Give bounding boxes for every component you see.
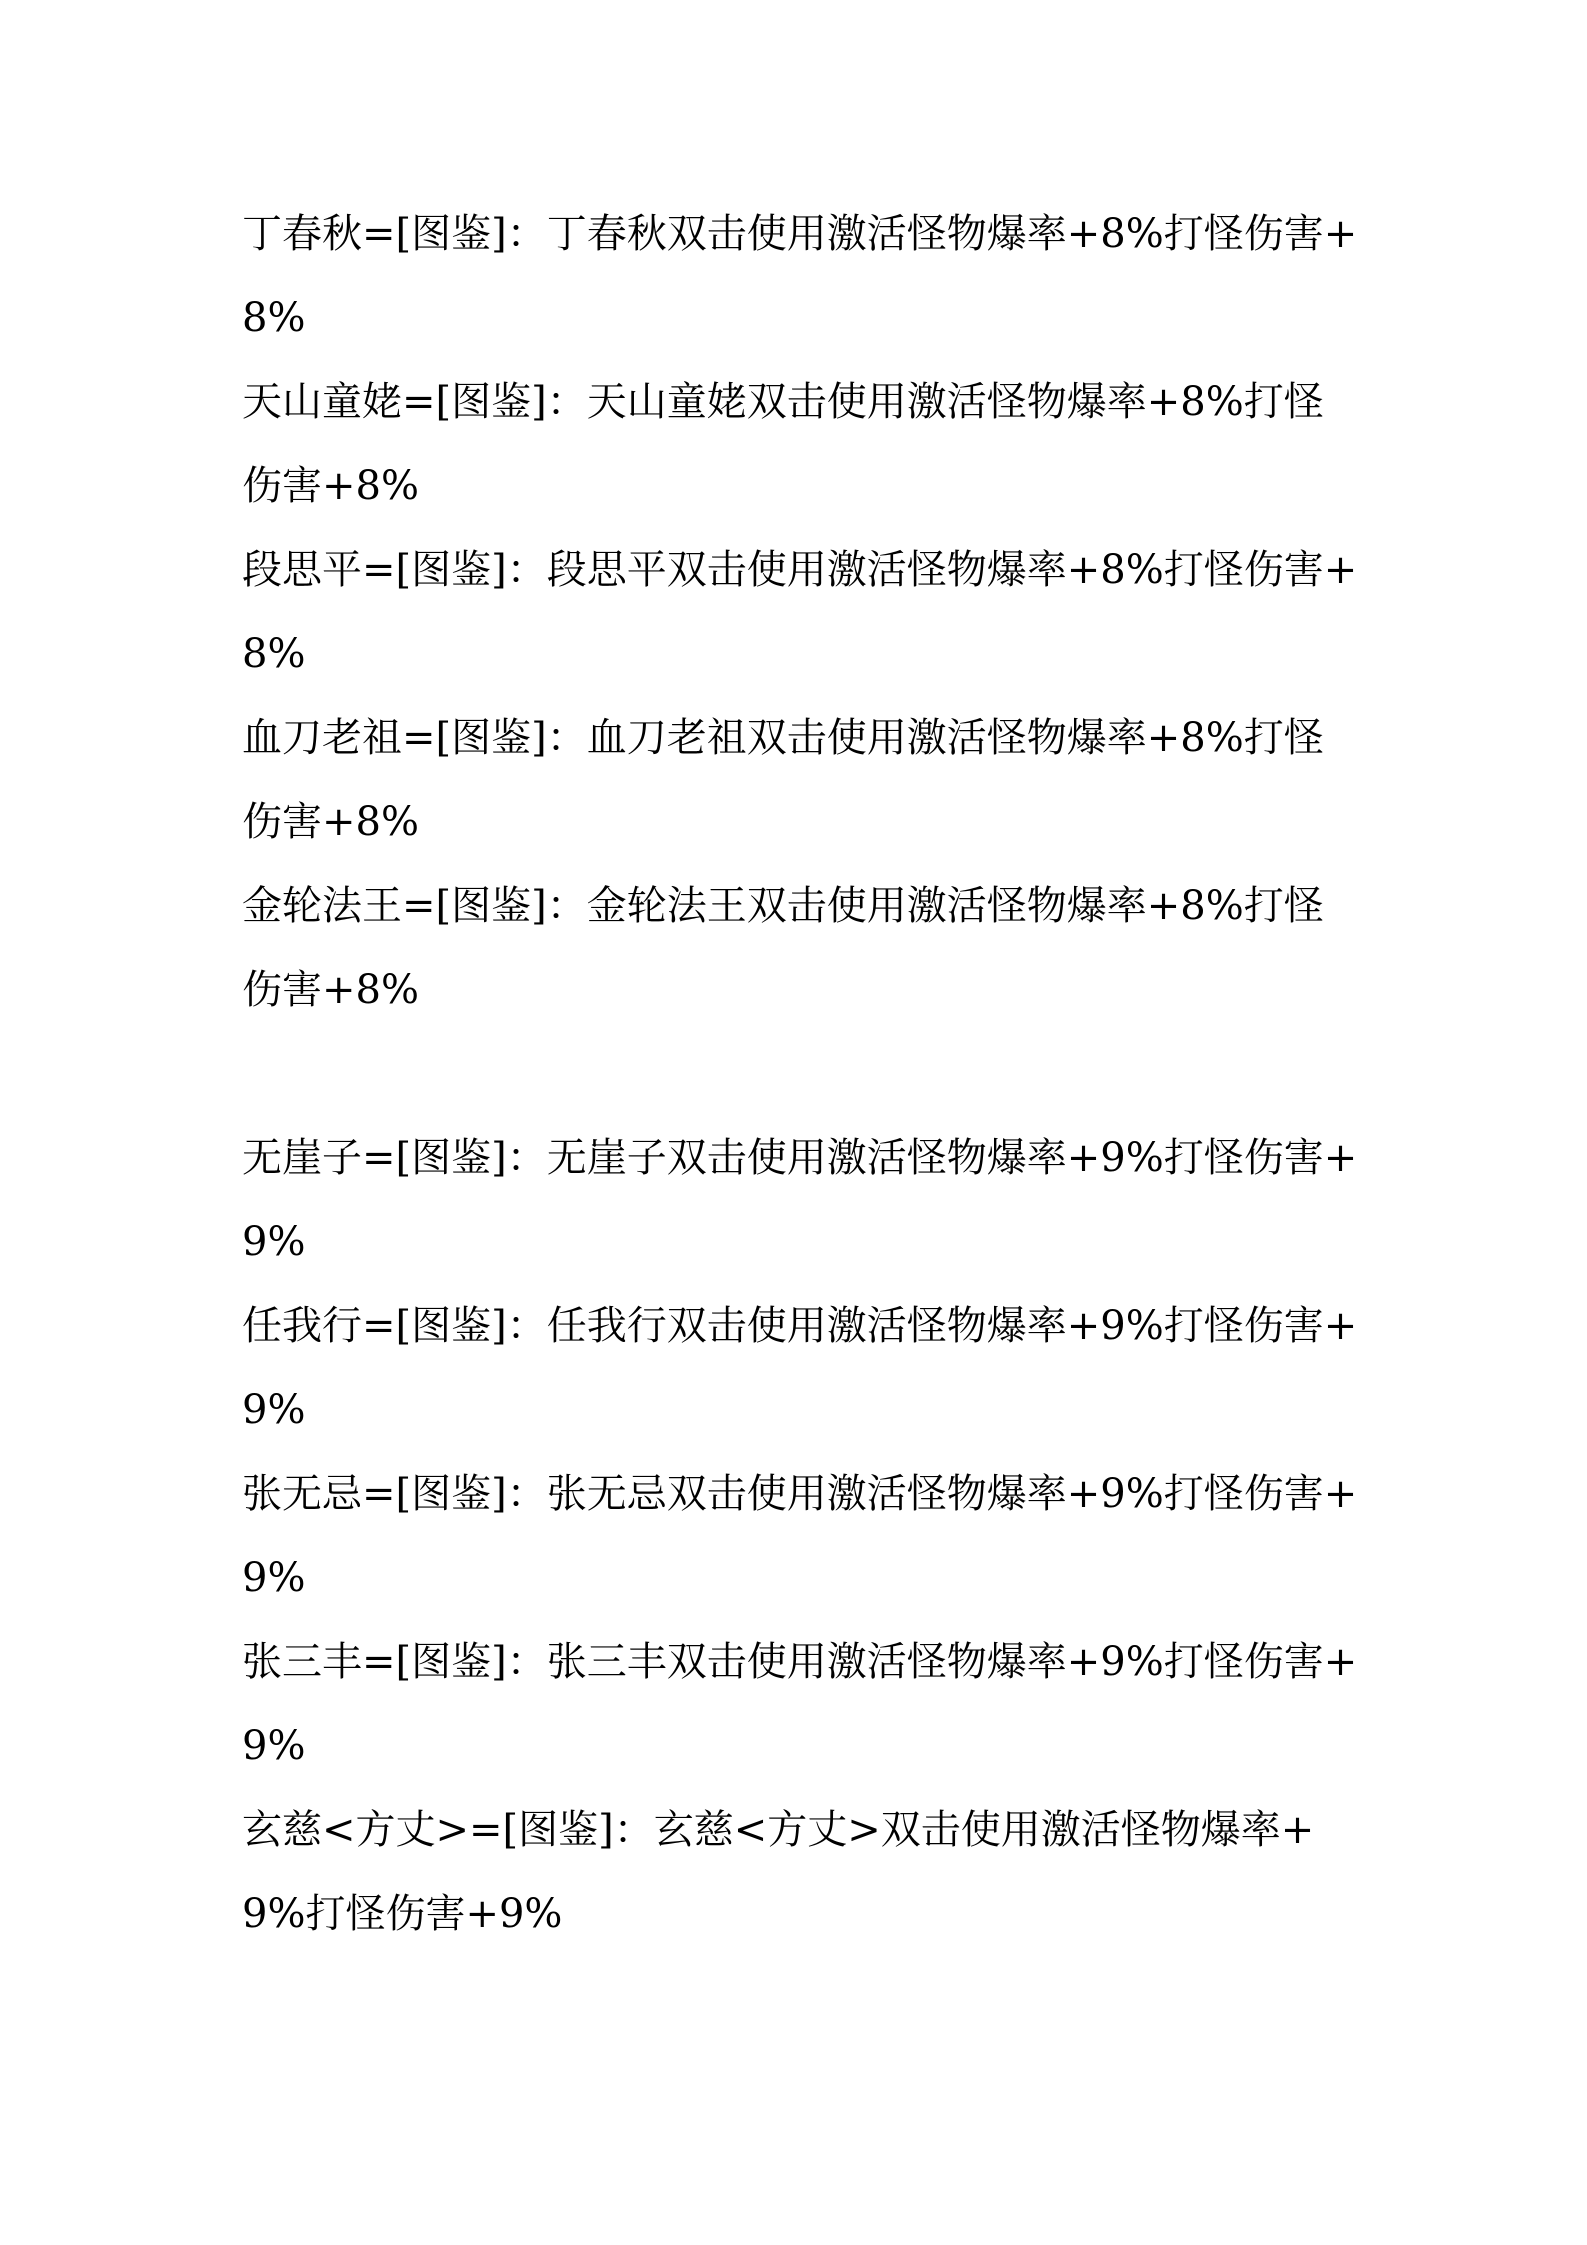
entry-duan-siping: 段思平=[图鉴]：段思平双击使用激活怪物爆率+8%打怪伤害+8% [242,547,1358,677]
entry-ren-woxing: 任我行=[图鉴]：任我行双击使用激活怪物爆率+9%打怪伤害+9% [242,1303,1358,1433]
entry-group-8-percent [242,192,1362,1032]
entry-jinlun-fawang: 金轮法王=[图鉴]：金轮法王双击使用激活怪物爆率+8%打怪伤害+8% [242,883,1324,1013]
document-body [242,192,1362,1956]
entry-zhang-sanfeng: 张三丰=[图鉴]：张三丰双击使用激活怪物爆率+9%打怪伤害+9% [242,1639,1358,1769]
entry-wuyazi: 无崖子=[图鉴]：无崖子双击使用激活怪物爆率+9%打怪伤害+9% [242,1135,1358,1265]
entry-group-9-percent [242,1116,1362,1956]
entry-ding-chunqiu: 丁春秋=[图鉴]：丁春秋双击使用激活怪物爆率+8%打怪伤害+8% [242,211,1358,341]
entry-xuedao-laozu: 血刀老祖=[图鉴]：血刀老祖双击使用激活怪物爆率+8%打怪伤害+8% [242,715,1324,845]
entry-tianshan-tonglao: 天山童姥=[图鉴]：天山童姥双击使用激活怪物爆率+8%打怪伤害+8% [242,379,1324,509]
entry-xuanci-fangzhang: 玄慈<方丈>=[图鉴]：玄慈<方丈>双击使用激活怪物爆率+9%打怪伤害+9% [242,1807,1315,1937]
entry-zhang-wuji: 张无忌=[图鉴]：张无忌双击使用激活怪物爆率+9%打怪伤害+9% [242,1471,1358,1601]
